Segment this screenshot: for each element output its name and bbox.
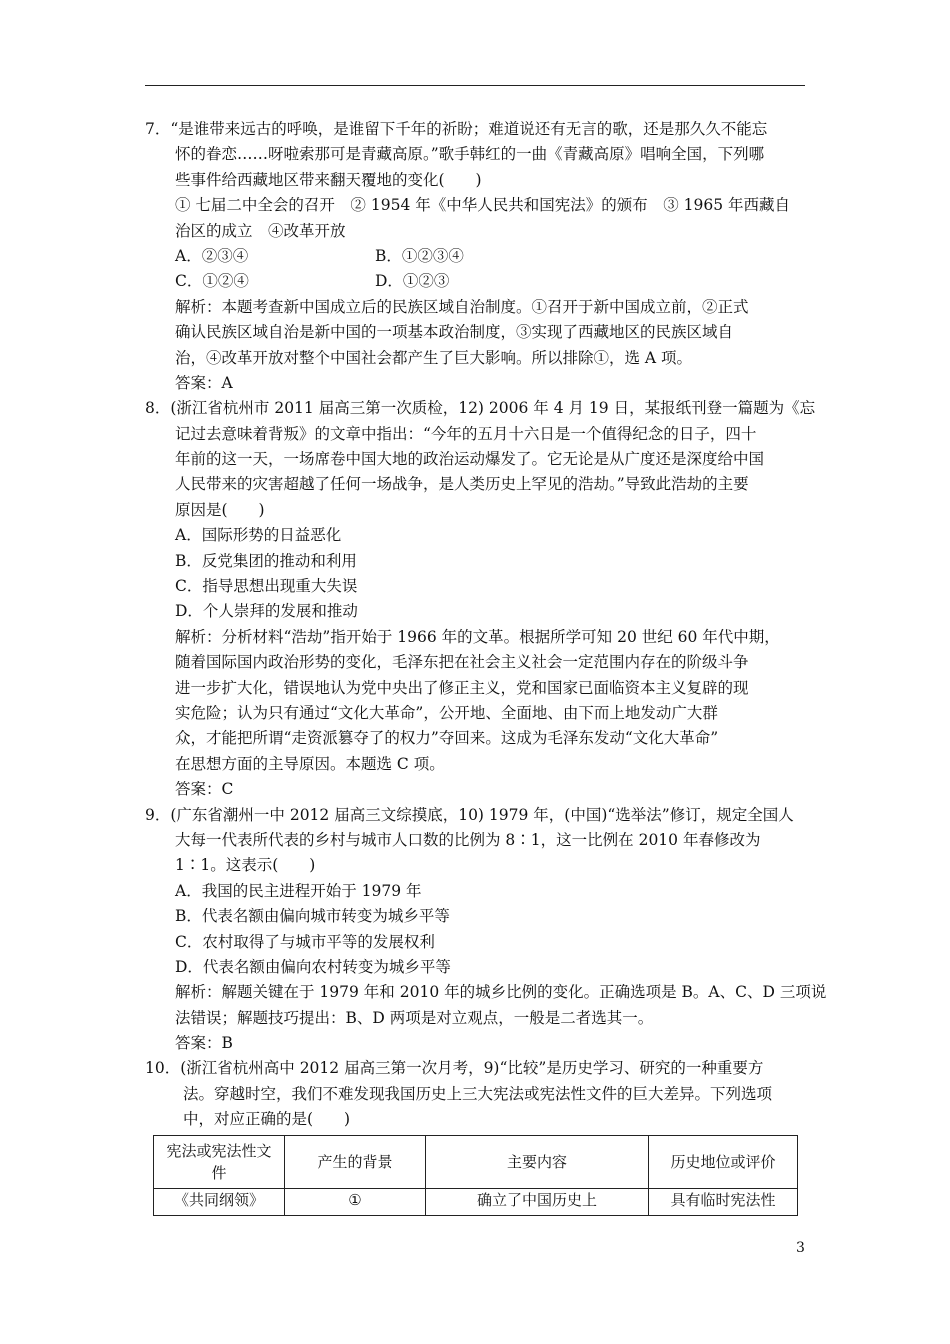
analysis-line: 解析：本题考查新中国成立后的民族区域自治制度。①召开于新中国成立前，②正式 xyxy=(175,297,749,316)
question-stem-line: 中，对应正确的是( ) xyxy=(183,1110,351,1129)
question-stem-line: 9．(广东省潮州一中 2012 届高三文综摸底，10) 1979 年，(中国)“选举法”修订，规定全国人 xyxy=(145,805,794,824)
option-c: C．①②④ xyxy=(175,272,249,291)
analysis-line: 治，④改革开放对整个中国社会都产生了巨大影响。所以排除①，选 A 项。 xyxy=(175,348,693,367)
analysis-line: 法错误；解题技巧提出：B、D 两项是对立观点，一般是二者选其一。 xyxy=(175,1008,654,1027)
option-a: A．我国的民主进程开始于 1979 年 xyxy=(175,881,422,900)
option-a: A．国际形势的日益恶化 xyxy=(175,526,342,545)
table-header-cell: 宪法或宪法性文件 xyxy=(154,1135,285,1188)
page-number: 3 xyxy=(796,1240,805,1256)
table-header-cell: 主要内容 xyxy=(426,1135,649,1188)
question-stem-line: 7．“是谁带来远古的呼唤，是谁留下千年的祈盼；难道说还有无言的歌，还是那久久不能忘 xyxy=(145,120,768,138)
analysis-line: 解析：分析材料“浩劫”指开始于 1966 年的文革。根据所学可知 20 世纪 60 年代中期， xyxy=(175,627,780,646)
table-header-cell: 产生的背景 xyxy=(285,1135,426,1188)
analysis-line: 众，才能把所谓“走资派篡夺了的权力”夺回来。这成为毛泽东发动“文化大革命” xyxy=(175,729,719,748)
question-8 xyxy=(145,396,816,802)
comparison-table xyxy=(153,1135,798,1216)
option-d: D．代表名额由偏向农村转变为城乡平等 xyxy=(175,957,451,976)
option-row xyxy=(145,244,807,269)
question-stem-line: 人民带来的灾害超越了任何一场战争，是人类历史上罕见的浩劫。”导致此浩劫的主要 xyxy=(175,475,749,494)
question-stem-line: 年前的这一天，一场席卷中国大地的政治运动爆发了。它无论是从广度还是深度给中国 xyxy=(175,450,765,469)
option-d: D．①②③ xyxy=(375,272,450,291)
answer-line: 答案：B xyxy=(175,1034,233,1053)
question-stem-line: 法。穿越时空，我们不难发现我国历史上三大宪法或宪法性文件的巨大差异。下列选项 xyxy=(183,1084,773,1103)
option-c: C．农村取得了与城市平等的发展权利 xyxy=(175,932,435,951)
option-b: B．反党集团的推动和利用 xyxy=(175,551,357,570)
exam-content xyxy=(145,117,827,1216)
question-9 xyxy=(145,803,827,1057)
question-stem-line: 8．(浙江省杭州市 2011 届高三第一次质检，12) 2006 年 4 月 19 日，某报纸刊登一篇题为《忘 xyxy=(145,399,816,418)
table-cell: 《共同纲领》 xyxy=(154,1188,285,1215)
question-stem-line: 记过去意味着背叛》的文章中指出：“今年的五月十六日是一个值得纪念的日子，四十 xyxy=(175,424,757,443)
question-stem-line: ① 七届二中全会的召开 ② 1954 年《中华人民共和国宪法》的颁布 ③ 1965 年西藏自 xyxy=(175,196,791,215)
option-row xyxy=(145,269,807,294)
question-stem-line: 些事件给西藏地区带来翻天覆地的变化( ) xyxy=(175,170,482,189)
analysis-line: 在思想方面的主导原因。本题选 C 项。 xyxy=(175,754,445,773)
table-cell: 确立了中国历史上 xyxy=(426,1188,649,1215)
analysis-line: 解析：解题关键在于 1979 年和 2010 年的城乡比例的变化。正确选项是 B。A、C、D 三项说 xyxy=(175,983,827,1002)
option-d: D．个人崇拜的发展和推动 xyxy=(175,602,358,621)
table-cell: 具有临时宪法性 xyxy=(649,1188,798,1215)
question-stem-line: 大每一代表所代表的乡村与城市人口数的比例为 8∶1，这一比例在 2010 年春修改为 xyxy=(175,830,761,849)
option-b: B．代表名额由偏向城市转变为城乡平等 xyxy=(175,907,450,926)
analysis-line: 进一步扩大化，错误地认为党中央出了修正主义，党和国家已面临资本主义复辟的现 xyxy=(175,678,749,697)
analysis-line: 随着国际国内政治形势的变化，毛泽东把在社会主义社会一定范围内存在的阶级斗争 xyxy=(175,653,749,672)
table-header-row xyxy=(154,1135,798,1188)
question-7 xyxy=(145,117,807,396)
answer-line: 答案：A xyxy=(175,373,233,392)
option-b: B．①②③④ xyxy=(375,246,464,265)
question-stem-line: 治区的成立 ④改革开放 xyxy=(175,221,346,240)
table-header-cell: 历史地位或评价 xyxy=(649,1135,798,1188)
table-row xyxy=(154,1188,798,1215)
question-10 xyxy=(145,1056,807,1215)
answer-line: 答案：C xyxy=(175,780,234,799)
question-stem-line: 怀的眷恋……呀啦索那可是青藏高原。”歌手韩红的一曲《青藏高原》唱响全国，下列哪 xyxy=(175,145,765,164)
option-c: C．指导思想出现重大失误 xyxy=(175,577,358,596)
table-cell: ① xyxy=(285,1188,426,1215)
question-stem-line: 原因是( ) xyxy=(175,500,265,519)
analysis-line: 实危险；认为只有通过“文化大革命”，公开地、全面地、由下而上地发动广大群 xyxy=(175,703,718,722)
question-stem-line: 1∶1。这表示( ) xyxy=(175,856,316,875)
analysis-line: 确认民族区域自治是新中国的一项基本政治制度，③实现了西藏地区的民族区域自 xyxy=(175,323,734,342)
header-rule xyxy=(145,85,805,86)
question-stem-line: 10．(浙江省杭州高中 2012 届高三第一次月考，9)“比较”是历史学习、研究的一种重要方 xyxy=(145,1059,764,1078)
option-a: A．②③④ xyxy=(175,246,249,265)
